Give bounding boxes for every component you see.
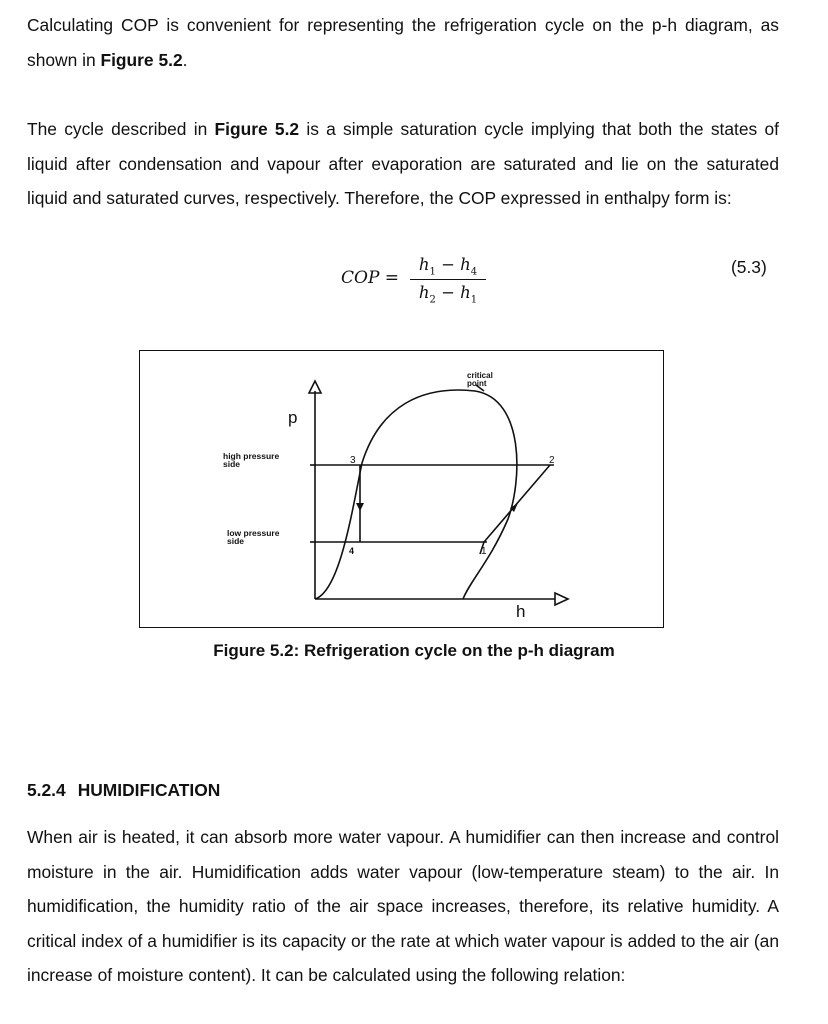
- state-2-label: 2: [549, 455, 555, 466]
- paragraph-intro: Calculating COP is convenient for representing the refrigeration cycle on the p-h diagram, as shown in Figure 5.2.: [27, 15, 779, 70]
- caption-text: : Refrigeration cycle on the p-h diagram: [293, 641, 615, 660]
- saturation-dome: [315, 390, 517, 599]
- state-3-label: 3: [350, 455, 356, 466]
- h-axis-label: h: [516, 602, 526, 621]
- equation-fraction: [408, 252, 488, 307]
- low-pressure-label: low pressure: [227, 528, 280, 538]
- state-4-label: 4: [349, 546, 355, 556]
- point-label: point: [467, 379, 487, 388]
- figure-reference: Figure 5.2: [214, 119, 300, 139]
- low-side-label: side: [227, 536, 245, 546]
- paragraph-humidification: When air is heated, it can absorb more water vapour. A humidifier can then increase and control moisture in the air. Humidification adds water vapour (low-temperature steam) to the air. In humidification, the humidity ratio of the air space increases, therefore, its relative humidity. A critical index of a humidifier is its capacity or the rate at which water vapour is added to the air (an increase of moisture content). It can be calculated using the following relation:: [27, 827, 779, 985]
- paragraph-cycle-description: The cycle described in Figure 5.2 is a simple saturation cycle implying that both the states of liquid after condensation and vapour after evaporation are saturated and lie on the saturated liquid and saturated curves, respectively. Therefore, the COP expressed in enthalpy form is:: [27, 119, 779, 208]
- equation-denominator: $h_2 - h_1$: [418, 283, 478, 306]
- fraction-bar: [410, 279, 486, 280]
- equation-lhs: COP =: [341, 268, 400, 288]
- high-side-label: side: [223, 459, 241, 469]
- figure-caption: Figure 5.2: Refrigeration cycle on the p-h diagram: [213, 641, 615, 660]
- high-pressure-label: high pressure: [223, 451, 280, 461]
- section-title: HUMIDIFICATION: [77, 780, 221, 800]
- ph-diagram-svg: [140, 351, 663, 627]
- section-number: 5.2.4: [27, 780, 66, 800]
- equation-cop: [0, 252, 828, 312]
- equation-numerator: $h_1 - h_4$: [418, 255, 478, 278]
- figure-ph-diagram: [139, 350, 664, 628]
- h-axis-arrow: [555, 593, 568, 605]
- critical-label: critical: [467, 371, 493, 380]
- figure-reference: Figure 5.2: [100, 49, 183, 70]
- expansion-arrow: [356, 503, 364, 511]
- section-heading: [27, 780, 220, 801]
- p-axis-label: p: [288, 408, 298, 427]
- state-1-label: 1: [481, 546, 487, 557]
- equation-number: (5.3): [731, 257, 767, 277]
